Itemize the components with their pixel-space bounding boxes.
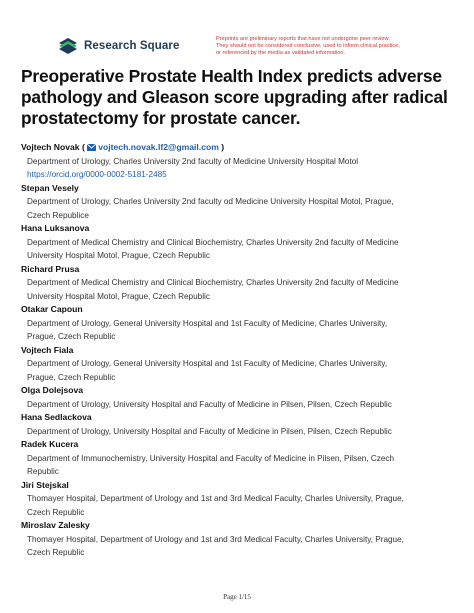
author-affiliation: Department of Urology, Charles University 2nd faculty of Medicine University Hospital Motol — [27, 156, 359, 166]
orcid-link[interactable]: https://orcid.org/0000-0002-5181-2485 — [27, 170, 167, 179]
author-affiliation: Czech Republic — [27, 548, 85, 557]
title-line: pathology and Gleason score upgrading after radical — [21, 87, 448, 107]
envelope-icon — [87, 144, 96, 151]
author-affiliation: Department of Urology, University Hospital and Faculty of Medicine in Pilsen, Pilsen, Czech Republic — [27, 426, 392, 436]
author-affiliation: Republic — [27, 467, 59, 476]
author-list — [21, 141, 461, 560]
author-name: Olga Dolejsova — [21, 385, 84, 395]
author-name: Stepan Vesely — [21, 182, 79, 193]
disclaimer-line: They should not be considered conclusive, used to inform clinical practice, — [216, 43, 400, 49]
paper-title — [21, 66, 461, 129]
author-name: Richard Prusa — [21, 263, 80, 274]
author-entry — [21, 303, 461, 344]
author-entry — [21, 411, 461, 438]
author-affiliation: Department of Urology, University Hospital and Faculty of Medicine in Pilsen, Pilsen, Czech Republic — [27, 399, 392, 409]
research-square-logo-icon — [57, 37, 79, 55]
author-affiliation: Thomayer Hospital, Department of Urology and 1st and 3rd Medical Faculty, Charles University, Prague, — [27, 534, 404, 544]
title-line: prostatectomy for prostate cancer. — [21, 108, 301, 128]
research-square-logo[interactable] — [57, 37, 179, 55]
author-entry — [21, 384, 461, 411]
author-affiliation: Thomayer Hospital, Department of Urology and 1st and 3rd Medical Faculty, Charles University, Prague, — [27, 494, 404, 503]
author-entry — [21, 344, 461, 385]
author-affiliation: Department of Urology, General University Hospital and 1st Faculty of Medicine, Charles University, — [27, 359, 388, 368]
author-entry: Vojtech Novak ( vojtech.novak.lf2@gmail.com ) Department of Urology, Charles University 2nd faculty of Medicine University Hospital Motol https://orcid.org/0000-0002-5181-2485 — [21, 141, 461, 182]
author-email: vojtech.novak.lf2@gmail.com — [98, 142, 219, 152]
author-name: Vojtech Novak — [21, 142, 80, 152]
title-line: Preoperative Prostate Health Index predicts adverse — [21, 66, 442, 86]
page-number: Page 1/15 — [223, 593, 251, 601]
author-name: Jiri Stejskal — [21, 479, 69, 490]
logo-text: Research Square — [84, 40, 180, 52]
author-name: Vojtech Fiala — [21, 344, 74, 355]
author-affiliation: Czech Republice — [27, 210, 89, 220]
author-entry — [21, 479, 461, 520]
author-entry — [21, 222, 461, 263]
author-affiliation: University Hospital Motol, Prague, Czech Republic — [27, 291, 210, 301]
page-header — [0, 0, 474, 62]
preprint-disclaimer — [216, 36, 446, 57]
author-affiliation: Prague, Czech Republic — [27, 332, 116, 341]
author-entry — [21, 263, 461, 304]
author-affiliation: Prague, Czech Republic — [27, 372, 116, 382]
disclaimer-line: or referenced by the media as validated information. — [216, 50, 346, 56]
author-affiliation: Department of Medical Chemistry and Clinical Biochemistry, Charles University 2nd faculty of Medicine — [27, 237, 399, 247]
author-name: Miroslav Zalesky — [21, 520, 90, 530]
author-affiliation: Department of Urology, General University Hospital and 1st Faculty of Medicine, Charles University, — [27, 318, 388, 328]
author-affiliation: Department of Urology, Charles University 2nd faculty od Medicine University Hospital Motol, Prague, — [27, 197, 394, 206]
author-affiliation: Department of Immunochemistry, University Hospital and Faculty of Medicine in Pilsen, Pilsen, Czech — [27, 453, 395, 463]
author-name: Hana Luksanova — [21, 223, 90, 233]
author-name: Radek Kucera — [21, 439, 79, 449]
author-affiliation: Department of Medical Chemistry and Clinical Biochemistry, Charles University 2nd faculty of Medicine — [27, 278, 399, 287]
author-entry — [21, 519, 461, 560]
author-name: Hana Sedlackova — [21, 412, 92, 422]
author-entry — [21, 438, 461, 479]
author-affiliation: University Hospital Motol, Prague, Czech Republic — [27, 251, 210, 260]
author-affiliation: Czech Republic — [27, 507, 85, 517]
author-email-link[interactable] — [87, 142, 219, 152]
author-name: Otakar Capoun — [21, 304, 83, 314]
disclaimer-line: Preprints are preliminary reports that have not undergone peer review. — [216, 36, 390, 42]
author-entry — [21, 182, 461, 223]
